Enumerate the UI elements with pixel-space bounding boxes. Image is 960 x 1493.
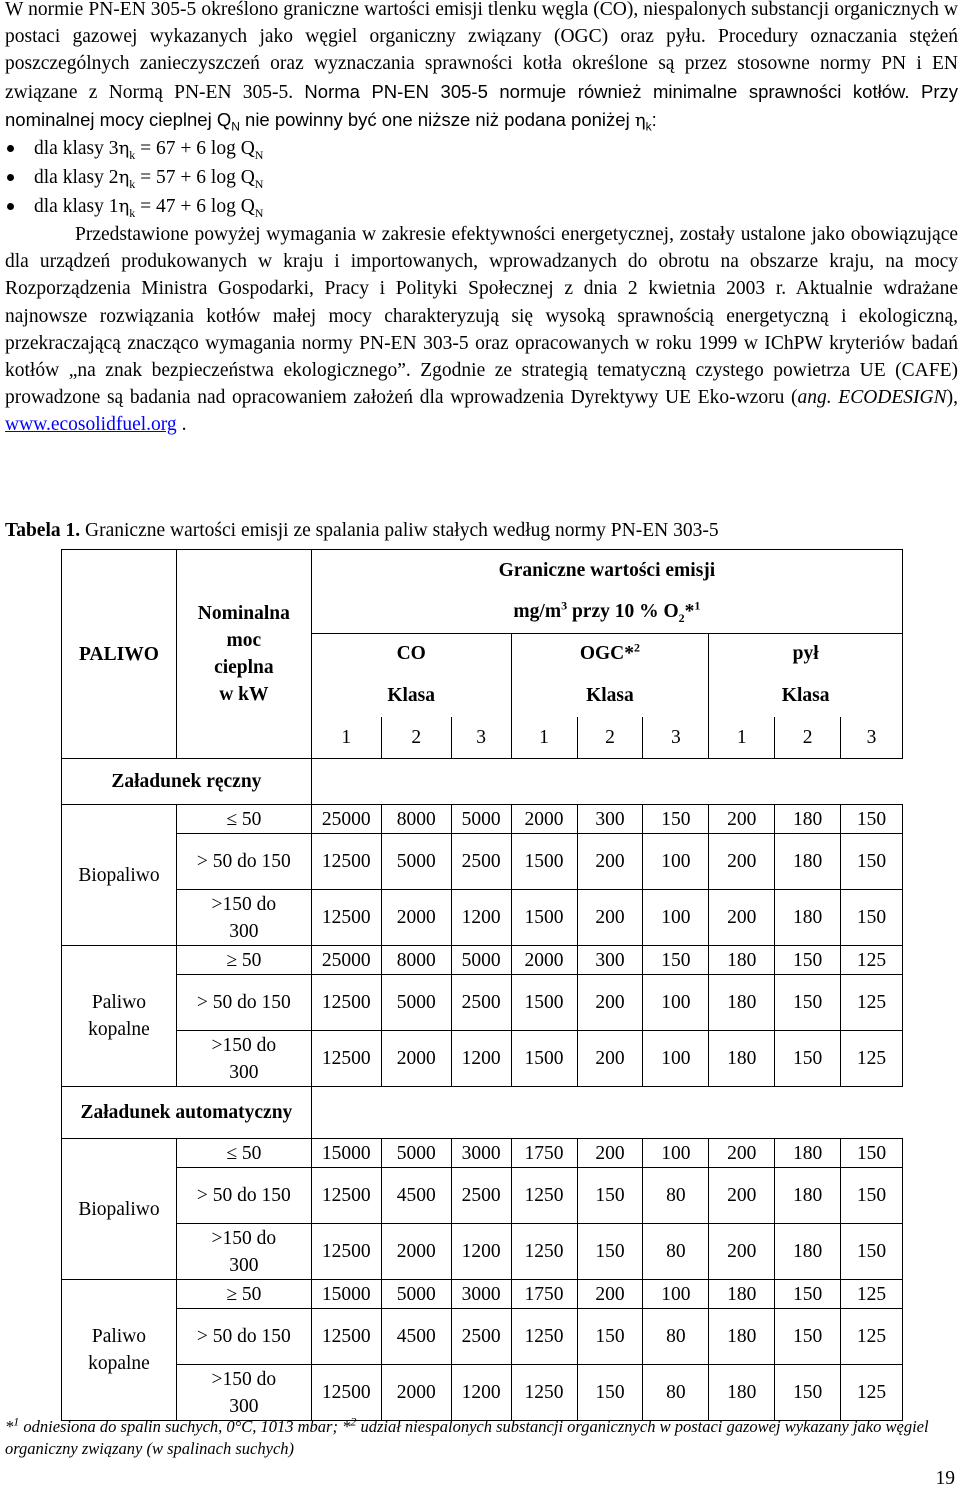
- header-graniczne: Graniczne wartości emisji: [311, 550, 902, 591]
- emission-value: 200: [577, 1139, 643, 1168]
- page-number: 19: [935, 1468, 955, 1489]
- emission-value: 5000: [451, 946, 511, 975]
- emission-value: 200: [709, 805, 775, 834]
- emission-value: 1250: [511, 1224, 577, 1280]
- emission-value: 100: [643, 834, 709, 890]
- emission-value: 200: [709, 1168, 775, 1224]
- bullet-icon: [7, 145, 14, 152]
- emission-value: 3000: [451, 1139, 511, 1168]
- emission-value: 1500: [511, 890, 577, 946]
- emission-value: 1500: [511, 1031, 577, 1087]
- regulation-mid: ),: [946, 387, 959, 409]
- header-class-number: 1: [511, 717, 577, 759]
- emission-value: 150: [841, 834, 903, 890]
- emission-value: 5000: [451, 805, 511, 834]
- emission-value: 1200: [451, 1224, 511, 1280]
- eta-symbol: η: [118, 138, 130, 160]
- emission-value: 12500: [311, 1168, 381, 1224]
- eta-sub: k: [129, 147, 136, 162]
- power-range: >150 do 300: [176, 1224, 311, 1280]
- header-ogc-sup: 2: [634, 640, 641, 655]
- unit-pre: mg/m: [513, 601, 562, 623]
- bullet-icon: [7, 174, 14, 181]
- emission-value: 150: [577, 1365, 643, 1421]
- emission-value: 180: [709, 975, 775, 1031]
- intro-sans-main: Norma PN-EN 305-5 normuje również minimalne sprawności kotłów. Przy nominalnej mocy cieplnej Q: [5, 80, 958, 130]
- table-row: [62, 1139, 903, 1168]
- header-class-number: 2: [381, 717, 451, 759]
- emission-value: 2000: [381, 890, 451, 946]
- header-class-number: 2: [577, 717, 643, 759]
- emission-value: 300: [577, 946, 643, 975]
- emission-value: 200: [577, 1280, 643, 1309]
- unit-tail: *: [684, 601, 695, 623]
- emission-value: 4500: [381, 1168, 451, 1224]
- emission-value: 100: [643, 1139, 709, 1168]
- header-moc-line: Nominalna: [197, 603, 290, 624]
- emission-value: 5000: [381, 1280, 451, 1309]
- efficiency-item: [5, 192, 960, 221]
- efficiency-list: [0, 134, 960, 221]
- emission-value: 125: [841, 1365, 903, 1421]
- table-row: [62, 805, 903, 834]
- emission-value: 125: [841, 1309, 903, 1365]
- ecodesign-term: ang. ECODESIGN: [797, 387, 947, 409]
- footnote-sup1: 1: [13, 1414, 20, 1429]
- emission-value: 100: [643, 1280, 709, 1309]
- table-row: [62, 1224, 903, 1280]
- colon: :: [651, 108, 657, 130]
- emission-value: 4500: [381, 1309, 451, 1365]
- emission-value: 180: [709, 1309, 775, 1365]
- emission-value: 180: [709, 946, 775, 975]
- emission-value: 12500: [311, 1309, 381, 1365]
- emission-value: 12500: [311, 834, 381, 890]
- emission-value: 1200: [451, 890, 511, 946]
- header-unit: [311, 591, 902, 634]
- header-klasa-ogc: Klasa: [511, 674, 709, 717]
- emission-value: 5000: [381, 1139, 451, 1168]
- eta-symbol: η: [634, 109, 646, 131]
- header-class-number: 2: [775, 717, 841, 759]
- emission-value: 25000: [311, 805, 381, 834]
- regulation-text: Przedstawione powyżej wymagania w zakresie efektywności energetycznej, zostały ustalone jako obowiązujące dla urządzeń produkowanych w kraju i importowanych, wprowadzanych do obrotu na obszarze kraju, na mocy Rozporządzenia Ministra Gospodarki, Pracy i Polityki Społecznej z dnia 2 kwietnia 2003 r. Aktualnie wdrażane najnowsze rozwiązania kotłów małej mocy charakteryzują się wysoką sprawnością energetyczną i ekologiczną, przekraczającą znacząco wymagania normy PN-EN 303-5 oraz opracowanych w roku 1999 w IChPW kryteriów badań kotłów „na znak bezpieczeństwa ekologicznego”. Zgodnie ze strategią tematyczną czystego powietrza UE (CAFE) prowadzone są badania nad opracowaniem założeń dla wprowadzenia Dyrektywy UE Eko-wzoru (: [5, 224, 958, 409]
- table-caption-text: Graniczne wartości emisji ze spalania paliw stałych według normy PN-EN 303-5: [80, 520, 719, 541]
- qn-sub: N: [231, 119, 240, 134]
- emission-value: 5000: [381, 975, 451, 1031]
- footnote-text1: odniesiona do spalin suchych, 0°C, 1013 mbar; *: [19, 1417, 351, 1436]
- header-co: CO: [311, 634, 511, 674]
- emission-value: 200: [709, 1139, 775, 1168]
- power-range: >150 do 300: [176, 1365, 311, 1421]
- emission-value: 12500: [311, 1224, 381, 1280]
- fuel-type: Paliwo kopalne: [62, 1280, 177, 1421]
- emission-value: 3000: [451, 1280, 511, 1309]
- eta-symbol: η: [118, 196, 130, 218]
- intro-text: W normie PN-EN 305-5 określono graniczne wartości emisji tlenku węgla (CO), niespalonych substancji organicznych w postaci gazowej wykazanych jako węgiel organiczny związany (OGC) oraz pyłu. Procedury oznaczania stężeń poszczególnych zanieczyszczeń oraz wyznaczania sprawności kotła określone są przez stosowne normy PN i EN związane z Normą PN-EN 305-5.: [5, 0, 958, 103]
- emission-value: 1500: [511, 975, 577, 1031]
- footnote: [5, 1416, 945, 1460]
- emission-value: 180: [775, 890, 841, 946]
- power-range: >150 do 300: [176, 890, 311, 946]
- eta-sub: k: [645, 119, 652, 134]
- emission-value: 150: [775, 975, 841, 1031]
- emission-value: 80: [643, 1224, 709, 1280]
- emission-value: 25000: [311, 946, 381, 975]
- table-row: [62, 1365, 903, 1421]
- intro-sans-tail: nie powinny być one niższe niż podana poniżej: [239, 108, 635, 130]
- table-row: [62, 890, 903, 946]
- emission-value: 2500: [451, 975, 511, 1031]
- table-row: [62, 1031, 903, 1087]
- power-range: > 50 do 150: [176, 1309, 311, 1365]
- eta-sub: k: [129, 176, 136, 191]
- emission-value: 1200: [451, 1365, 511, 1421]
- emission-value: 150: [577, 1224, 643, 1280]
- ecosolidfuel-link[interactable]: www.ecosolidfuel.org: [5, 414, 177, 436]
- section-title: Załadunek automatyczny: [62, 1087, 312, 1139]
- formula-eq: = 47 + 6 log Q: [135, 196, 255, 218]
- fuel-type: Biopaliwo: [62, 805, 177, 946]
- emission-value: 125: [841, 1031, 903, 1087]
- emission-value: 180: [775, 1168, 841, 1224]
- emission-value: 12500: [311, 975, 381, 1031]
- header-class-number: 1: [311, 717, 381, 759]
- emission-value: 100: [643, 890, 709, 946]
- section-row: [62, 759, 903, 805]
- emission-value: 2500: [451, 834, 511, 890]
- emission-value: 80: [643, 1309, 709, 1365]
- power-range: ≤ 50: [176, 805, 311, 834]
- emission-value: 200: [709, 890, 775, 946]
- emission-value: 200: [577, 890, 643, 946]
- emission-value: 1200: [451, 1031, 511, 1087]
- emission-value: 150: [577, 1309, 643, 1365]
- table-row: [62, 834, 903, 890]
- emission-value: 125: [841, 1280, 903, 1309]
- eta-symbol: η: [118, 167, 130, 189]
- emission-value: 200: [577, 1031, 643, 1087]
- emission-value: 8000: [381, 805, 451, 834]
- emission-value: 200: [709, 1224, 775, 1280]
- unit-sup: 3: [561, 598, 568, 613]
- emission-value: 150: [577, 1168, 643, 1224]
- emission-value: 2500: [451, 1168, 511, 1224]
- emission-value: 150: [775, 1031, 841, 1087]
- power-range: > 50 do 150: [176, 975, 311, 1031]
- footnote-star: *: [5, 1417, 14, 1436]
- emission-value: 100: [643, 1031, 709, 1087]
- header-ogc: [511, 634, 709, 674]
- header-class-number: 3: [451, 717, 511, 759]
- formula-prefix: dla klasy 3: [34, 138, 119, 160]
- emission-value: 150: [775, 946, 841, 975]
- table-row: [62, 975, 903, 1031]
- power-range: ≥ 50: [176, 1280, 311, 1309]
- emission-value: 180: [709, 1280, 775, 1309]
- emission-value: 15000: [311, 1139, 381, 1168]
- emission-value: 150: [841, 1224, 903, 1280]
- emission-value: 150: [643, 805, 709, 834]
- header-class-number: 1: [709, 717, 775, 759]
- emission-value: 180: [775, 1139, 841, 1168]
- header-klasa-pyl: Klasa: [709, 674, 903, 717]
- section-filler: [311, 1087, 902, 1139]
- regulation-paragraph: [0, 221, 960, 439]
- section-filler: [311, 759, 902, 805]
- power-range: >150 do 300: [176, 1031, 311, 1087]
- emission-value: 2000: [511, 805, 577, 834]
- power-range: ≥ 50: [176, 946, 311, 975]
- table-row: [62, 946, 903, 975]
- intro-paragraph: [0, 0, 960, 134]
- emission-value: 200: [577, 975, 643, 1031]
- emission-value: 12500: [311, 1031, 381, 1087]
- emission-value: 1750: [511, 1280, 577, 1309]
- unit-mid: przy 10 % O: [567, 601, 679, 623]
- efficiency-formula: [34, 134, 263, 163]
- unit-sub: 2: [678, 611, 685, 626]
- emission-value: 1750: [511, 1139, 577, 1168]
- emission-value: 150: [775, 1365, 841, 1421]
- efficiency-item: [5, 163, 960, 192]
- table-caption-label: Tabela 1.: [5, 520, 81, 541]
- section-title: Załadunek ręczny: [62, 759, 312, 805]
- bullet-icon: [7, 203, 14, 210]
- efficiency-item: [5, 134, 960, 163]
- emission-value: 2000: [511, 946, 577, 975]
- qn-sub: N: [254, 147, 264, 162]
- qn-sub: N: [254, 205, 264, 220]
- power-range: > 50 do 150: [176, 834, 311, 890]
- header-class-number: 3: [841, 717, 903, 759]
- emission-value: 8000: [381, 946, 451, 975]
- emission-value: 2000: [381, 1031, 451, 1087]
- emission-value: 125: [841, 975, 903, 1031]
- emission-value: 2000: [381, 1224, 451, 1280]
- emission-value: 150: [841, 1139, 903, 1168]
- emission-limits-table: [61, 549, 903, 1421]
- emission-value: 80: [643, 1168, 709, 1224]
- emission-value: 150: [643, 946, 709, 975]
- section-row: [62, 1087, 903, 1139]
- emission-value: 180: [775, 1224, 841, 1280]
- header-ogc-label: OGC*: [579, 643, 635, 665]
- table-row: [62, 1280, 903, 1309]
- emission-value: 1250: [511, 1365, 577, 1421]
- emission-value: 12500: [311, 1365, 381, 1421]
- emission-value: 80: [643, 1365, 709, 1421]
- emission-value: 150: [775, 1280, 841, 1309]
- formula-eq: = 57 + 6 log Q: [135, 167, 255, 189]
- emission-value: 180: [775, 834, 841, 890]
- header-moc: [176, 550, 311, 759]
- emission-value: 150: [841, 1168, 903, 1224]
- header-moc-line: w kW: [219, 684, 269, 705]
- emission-value: 150: [841, 805, 903, 834]
- emission-value: 12500: [311, 890, 381, 946]
- formula-prefix: dla klasy 2: [34, 167, 119, 189]
- emission-value: 1250: [511, 1309, 577, 1365]
- emission-value: 150: [775, 1309, 841, 1365]
- footnote-text2: udział niespalonych substancji organicznych w postaci gazowej wykazany jako węgiel organiczny związany (w spalinach suchych): [5, 1417, 929, 1458]
- emission-value: 200: [709, 834, 775, 890]
- emission-value: 100: [643, 975, 709, 1031]
- regulation-end: .: [176, 414, 187, 436]
- emission-value: 300: [577, 805, 643, 834]
- emission-value: 2500: [451, 1309, 511, 1365]
- header-paliwo: PALIWO: [62, 550, 177, 759]
- fuel-type: Biopaliwo: [62, 1139, 177, 1280]
- header-class-number: 3: [643, 717, 709, 759]
- qn-sub: N: [254, 176, 264, 191]
- header-moc-line: cieplna: [214, 657, 274, 678]
- fuel-type: Paliwo kopalne: [62, 946, 177, 1087]
- table-row: [62, 1168, 903, 1224]
- emission-value: 150: [841, 890, 903, 946]
- unit-sup2: 1: [694, 598, 701, 613]
- eta-sub: k: [129, 205, 136, 220]
- power-range: > 50 do 150: [176, 1168, 311, 1224]
- formula-eq: = 67 + 6 log Q: [135, 138, 255, 160]
- emission-value: 180: [709, 1365, 775, 1421]
- table-caption: [5, 520, 719, 542]
- header-moc-line: moc: [226, 630, 262, 651]
- formula-prefix: dla klasy 1: [34, 196, 119, 218]
- emission-value: 1500: [511, 834, 577, 890]
- emission-value: 2000: [381, 1365, 451, 1421]
- header-klasa-co: Klasa: [311, 674, 511, 717]
- efficiency-formula: [34, 163, 263, 192]
- emission-value: 1250: [511, 1168, 577, 1224]
- power-range: ≤ 50: [176, 1139, 311, 1168]
- emission-value: 125: [841, 946, 903, 975]
- header-pyl: pył: [709, 634, 903, 674]
- emission-value: 15000: [311, 1280, 381, 1309]
- emission-value: 180: [775, 805, 841, 834]
- emission-value: 5000: [381, 834, 451, 890]
- footnote-sup2: 2: [350, 1414, 357, 1429]
- document-page: [0, 0, 960, 439]
- efficiency-formula: [34, 192, 263, 221]
- emission-value: 200: [577, 834, 643, 890]
- table-row: [62, 1309, 903, 1365]
- emission-value: 180: [709, 1031, 775, 1087]
